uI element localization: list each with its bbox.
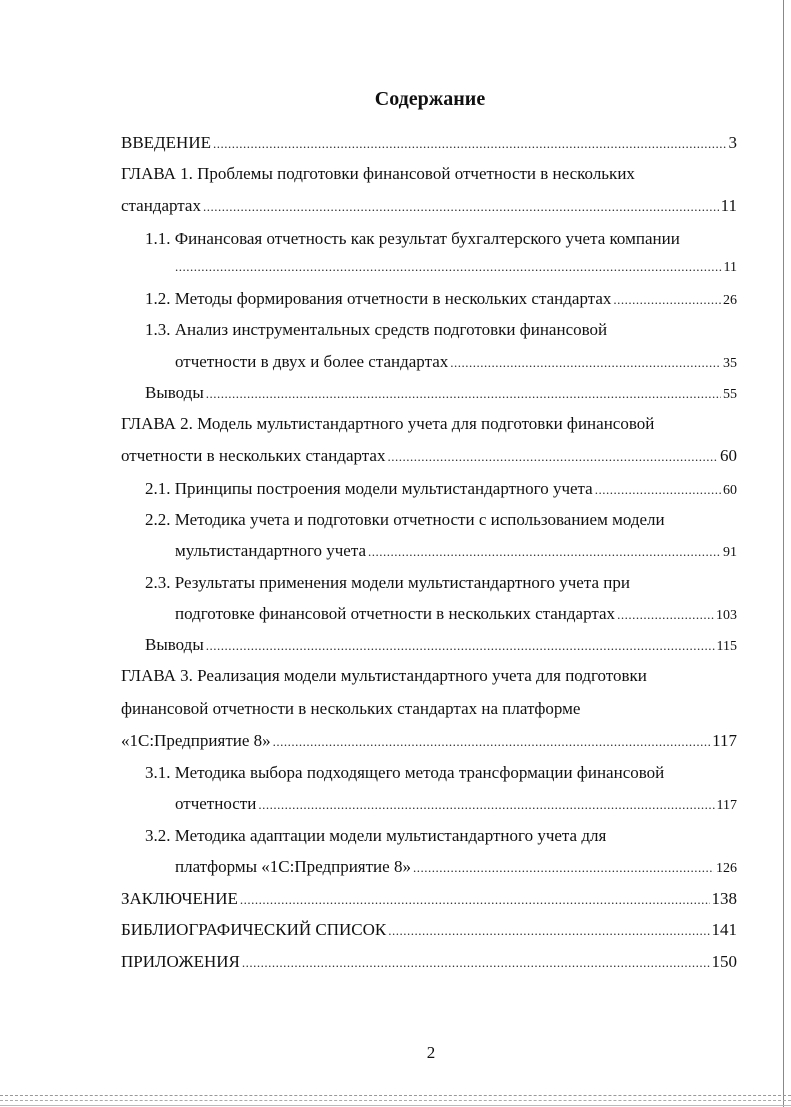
- toc-dot-leader: [387, 446, 718, 468]
- toc-entry-section-2-1[interactable]: [145, 478, 737, 502]
- toc-entry-chapter-2-conclusions[interactable]: [145, 634, 737, 658]
- toc-entry-section-3-2[interactable]: [175, 856, 737, 880]
- toc-page-number: 91: [723, 545, 737, 560]
- toc-entry-appendices[interactable]: [121, 951, 737, 974]
- toc-entry-label: подготовке финансовой отчетности в нескольких стандартах: [175, 604, 616, 623]
- toc-entry-section-1-3[interactable]: [175, 351, 737, 375]
- toc-chapter-3-title-line-2: финансовой отчетности в нескольких стандартах на платформе: [121, 699, 581, 718]
- toc-section-1-1-title: 1.1. Финансовая отчетность как результат бухгалтерского учета компании: [145, 229, 680, 248]
- toc-page-number: 117: [712, 731, 737, 750]
- toc-section-1-3-title: 1.3. Анализ инструментальных средств подготовки финансовой: [145, 320, 608, 339]
- toc-dot-leader: [413, 857, 714, 879]
- toc-entry-section-2-3[interactable]: [175, 603, 737, 627]
- toc-entry-label: отчетности в двух и более стандартах: [175, 352, 449, 371]
- toc-entry-section-1-2[interactable]: [145, 288, 737, 312]
- scan-bottom-lines: [0, 1093, 791, 1107]
- toc-dot-leader: [450, 352, 721, 374]
- toc-entry-label: «1С:Предприятие 8»: [121, 731, 271, 750]
- toc-entry-intro[interactable]: [121, 132, 737, 155]
- toc-entry-label: Выводы: [145, 635, 204, 654]
- scan-line: [0, 1100, 791, 1101]
- toc-dot-leader: [206, 635, 715, 657]
- scan-edge-line: [783, 0, 784, 1107]
- toc-page-number: 117: [716, 798, 737, 813]
- toc-entry-label: ПРИЛОЖЕНИЯ: [121, 952, 240, 971]
- toc-dot-leader: [617, 604, 714, 626]
- toc-entry-label: ЗАКЛЮЧЕНИЕ: [121, 889, 238, 908]
- toc-entry-conclusion[interactable]: [121, 888, 737, 911]
- toc-entry-label: ВВЕДЕНИЕ: [121, 133, 211, 152]
- toc-entry-chapter-1-conclusions[interactable]: [145, 382, 737, 406]
- toc-page-number: 60: [723, 483, 737, 498]
- toc-page-number: 138: [711, 889, 737, 908]
- toc-chapter-2-title: ГЛАВА 2. Модель мультистандартного учета для подготовки финансовой: [121, 414, 655, 433]
- toc-page-number: 126: [716, 861, 737, 876]
- toc-dot-leader: [206, 383, 721, 405]
- toc-dot-leader: [595, 479, 721, 501]
- page-title: Содержание: [374, 88, 486, 110]
- toc-entry-chapter-3[interactable]: [121, 730, 737, 753]
- toc-chapter-1-title: ГЛАВА 1. Проблемы подготовки финансовой отчетности в нескольких: [121, 164, 635, 183]
- toc-entry-section-2-2[interactable]: [175, 540, 737, 564]
- toc-entry-bibliography[interactable]: [121, 919, 737, 942]
- toc-dot-leader: [242, 952, 710, 974]
- toc-dot-leader: [388, 920, 709, 942]
- toc-entry-label: 2.1. Принципы построения модели мультистандартного учета: [145, 479, 593, 498]
- toc-section-3-1-title: 3.1. Методика выбора подходящего метода трансформации финансовой: [145, 763, 665, 782]
- toc-page-number: 115: [716, 639, 737, 654]
- toc-entry-label: стандартах: [121, 196, 201, 215]
- toc-entry-label: 1.2. Методы формирования отчетности в нескольких стандартах: [145, 289, 612, 308]
- toc-dot-leader: [240, 889, 710, 911]
- scan-line: [0, 1105, 791, 1106]
- toc-entry-label: отчетности: [175, 794, 257, 813]
- toc-dot-leader: [368, 541, 721, 563]
- toc-entry-chapter-1[interactable]: [121, 195, 737, 218]
- toc-page-number: 103: [716, 608, 737, 623]
- toc-dot-leader: [175, 256, 722, 278]
- toc-page-number: 11: [723, 260, 737, 275]
- toc-entry-label: мультистандартного учета: [175, 541, 367, 560]
- page-number: 2: [426, 1043, 436, 1062]
- toc-page-number: 150: [711, 952, 737, 971]
- toc-entry-label: отчетности в нескольких стандартах: [121, 446, 386, 465]
- toc-dot-leader: [613, 289, 721, 311]
- toc-page-number: 60: [720, 446, 737, 465]
- toc-section-2-3-title: 2.3. Результаты применения модели мультистандартного учета при: [145, 573, 630, 592]
- toc-page-number: 141: [711, 920, 737, 939]
- toc-chapter-3-title: ГЛАВА 3. Реализация модели мультистандартного учета для подготовки: [121, 666, 647, 685]
- toc-entry-label: БИБЛИОГРАФИЧЕСКИЙ СПИСОК: [121, 920, 387, 939]
- toc-dot-leader: [203, 196, 719, 218]
- toc-page-number: 35: [723, 356, 737, 371]
- toc-entry-section-3-1[interactable]: [175, 793, 737, 817]
- toc-page-number: 26: [723, 293, 737, 308]
- toc-page-number: 3: [728, 133, 737, 152]
- toc-entry-section-1-1[interactable]: [175, 256, 737, 279]
- scan-line: [0, 1095, 791, 1096]
- toc-dot-leader: [273, 731, 710, 753]
- toc-section-2-2-title: 2.2. Методика учета и подготовки отчетности с использованием модели: [145, 510, 665, 529]
- toc-page-number: 55: [723, 387, 737, 402]
- toc-entry-label: Выводы: [145, 383, 204, 402]
- toc-dot-leader: [213, 133, 727, 155]
- toc-dot-leader: [258, 794, 714, 816]
- toc-entry-chapter-2[interactable]: [121, 445, 737, 468]
- toc-section-3-2-title: 3.2. Методика адаптации модели мультистандартного учета для: [145, 826, 607, 845]
- toc-entry-label: платформы «1С:Предприятие 8»: [175, 857, 411, 876]
- toc-page-number: 11: [720, 196, 737, 215]
